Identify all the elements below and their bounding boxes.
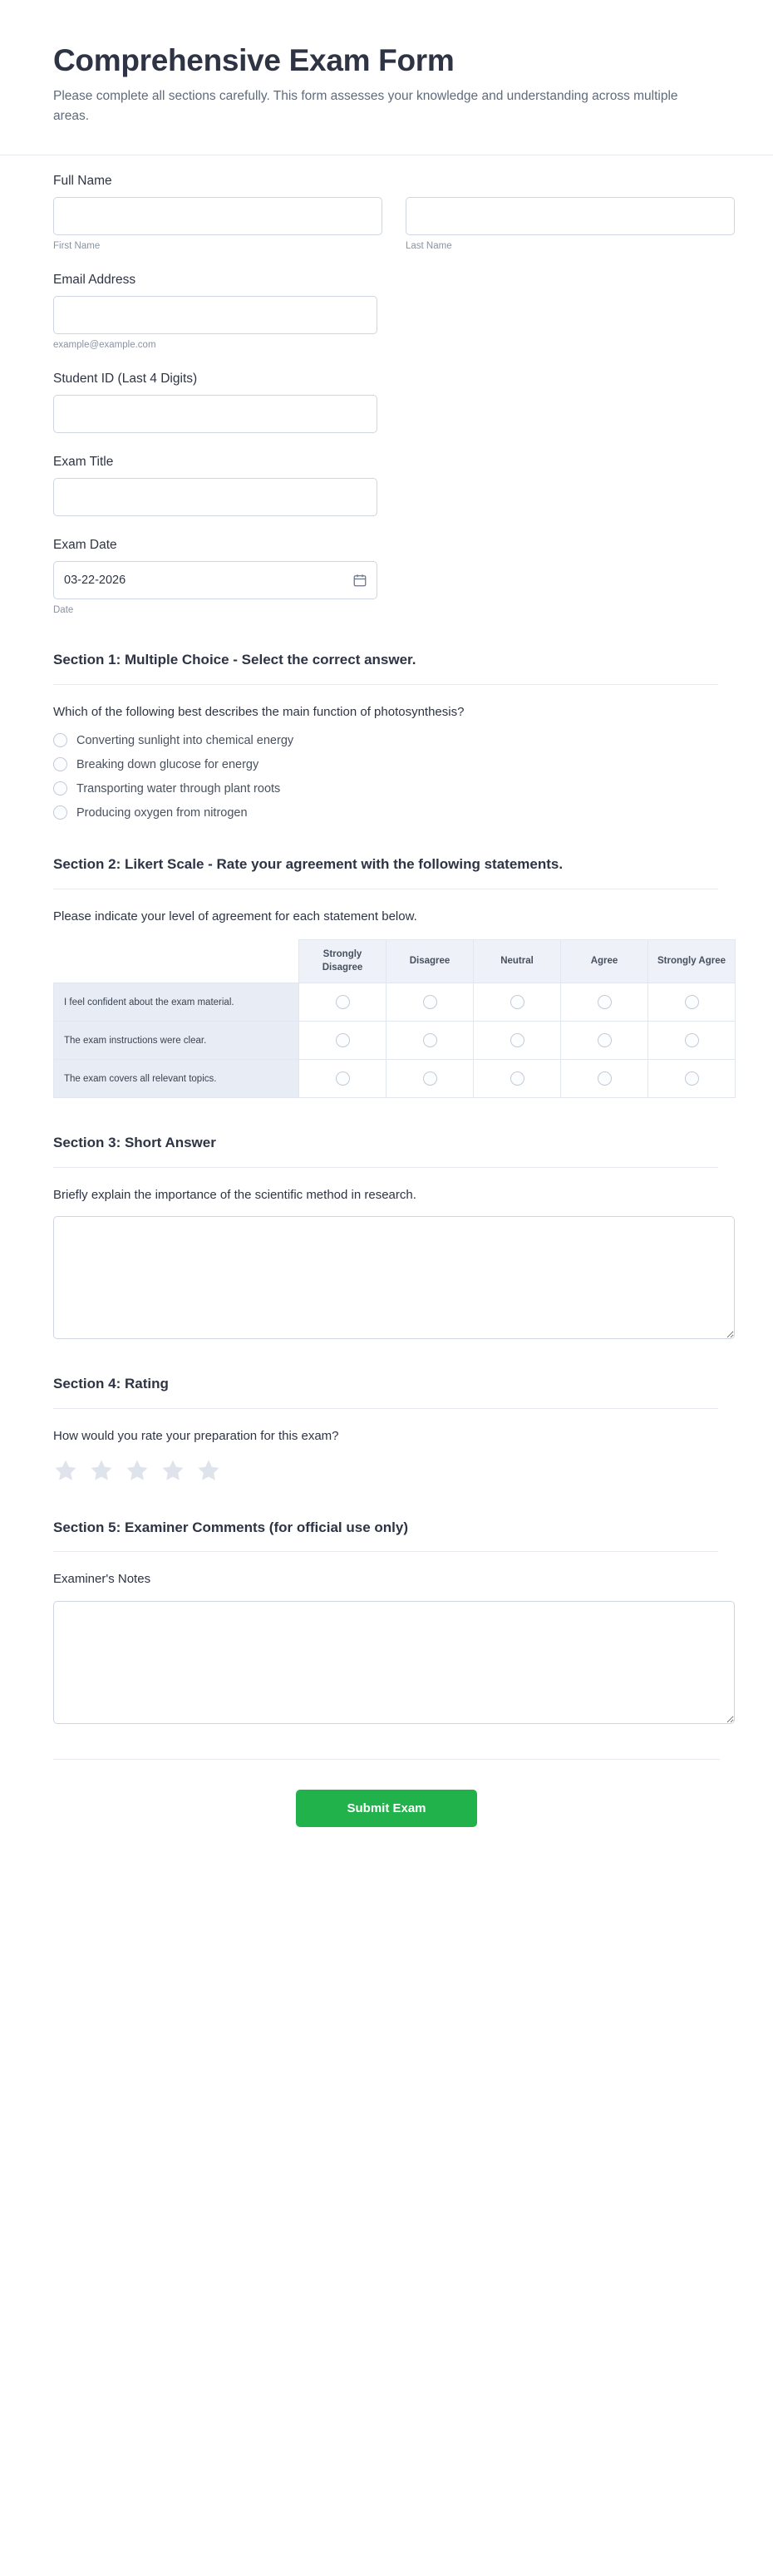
- radio-circle-icon[interactable]: [53, 781, 67, 795]
- radio-circle-icon[interactable]: [336, 995, 350, 1009]
- likert-option-cell[interactable]: [474, 1060, 561, 1098]
- likert-option-cell[interactable]: [299, 983, 386, 1022]
- email-field-block: [53, 273, 720, 350]
- table-row: [54, 1060, 736, 1098]
- table-row: [54, 1022, 736, 1060]
- first-name-column: [53, 197, 382, 251]
- radio-circle-icon[interactable]: [53, 733, 67, 747]
- last-name-column: [406, 197, 735, 251]
- form-header: [0, 0, 773, 155]
- radio-circle-icon[interactable]: [510, 1033, 524, 1047]
- student-id-label: Student ID (Last 4 Digits): [53, 372, 198, 387]
- form-body: [0, 155, 773, 1827]
- exam-date-sublabel: Date: [53, 605, 74, 616]
- full-name-label: Full Name: [53, 174, 112, 189]
- examiner-notes-textarea[interactable]: [53, 1601, 735, 1724]
- first-name-input[interactable]: [53, 197, 382, 235]
- short-answer-textarea[interactable]: [53, 1216, 735, 1339]
- radio-circle-icon[interactable]: [423, 1033, 437, 1047]
- likert-table-wrap: [53, 939, 735, 1098]
- likert-option-cell[interactable]: [648, 1022, 736, 1060]
- radio-option-label: Transporting water through plant roots: [76, 781, 281, 795]
- likert-statement: The exam instructions were clear.: [54, 1022, 299, 1060]
- likert-option-cell[interactable]: [386, 1060, 474, 1098]
- likert-header-row: [54, 940, 736, 983]
- radio-option-row[interactable]: [53, 733, 720, 747]
- page-subtitle: Please complete all sections carefully. This form assesses your knowledge and understanding across multiple areas.: [53, 89, 678, 124]
- email-sublabel: example@example.com: [53, 340, 156, 351]
- section-3-question: Briefly explain the importance of the scientific method in research.: [53, 1187, 416, 1202]
- exam-date-field-block: [53, 538, 720, 615]
- star-icon[interactable]: [53, 1458, 78, 1483]
- section-4-heading: Section 4: Rating: [53, 1374, 718, 1409]
- likert-scale-header: Strongly Disagree: [299, 940, 386, 983]
- likert-option-cell[interactable]: [648, 983, 736, 1022]
- exam-date-label: Exam Date: [53, 538, 117, 553]
- email-label: Email Address: [53, 273, 136, 288]
- star-icon[interactable]: [89, 1458, 114, 1483]
- section-2-heading: Section 2: Likert Scale - Rate your agreement with the following statements.: [53, 855, 718, 889]
- likert-option-cell[interactable]: [386, 1022, 474, 1060]
- section-4-body: [53, 1409, 720, 1483]
- likert-option-cell[interactable]: [474, 1022, 561, 1060]
- likert-corner-cell: [54, 940, 299, 983]
- star-rating[interactable]: [53, 1458, 720, 1483]
- likert-option-cell[interactable]: [299, 1022, 386, 1060]
- student-id-field-block: [53, 372, 720, 433]
- submit-button[interactable]: Submit Exam: [296, 1790, 477, 1827]
- section-3-heading: Section 3: Short Answer: [53, 1133, 718, 1168]
- likert-scale-header: Agree: [561, 940, 648, 983]
- radio-circle-icon[interactable]: [336, 1071, 350, 1086]
- likert-scale-header: Strongly Agree: [648, 940, 736, 983]
- likert-statement: I feel confident about the exam material.: [54, 983, 299, 1022]
- section-5-heading: Section 5: Examiner Comments (for official use only): [53, 1518, 718, 1553]
- radio-circle-icon[interactable]: [423, 995, 437, 1009]
- examiner-notes-label: Examiner's Notes: [53, 1572, 151, 1587]
- radio-option-label: Converting sunlight into chemical energy: [76, 733, 294, 747]
- radio-circle-icon[interactable]: [423, 1071, 437, 1086]
- exam-title-input[interactable]: [53, 478, 377, 516]
- radio-circle-icon[interactable]: [685, 995, 699, 1009]
- last-name-sublabel: Last Name: [406, 241, 452, 252]
- student-id-input[interactable]: [53, 395, 377, 433]
- likert-scale-header: Neutral: [474, 940, 561, 983]
- last-name-input[interactable]: [406, 197, 735, 235]
- likert-option-cell[interactable]: [648, 1060, 736, 1098]
- radio-circle-icon[interactable]: [510, 1071, 524, 1086]
- star-icon[interactable]: [196, 1458, 221, 1483]
- likert-statement: The exam covers all relevant topics.: [54, 1060, 299, 1098]
- section-2-body: [53, 889, 726, 1099]
- section-1-heading: Section 1: Multiple Choice - Select the correct answer.: [53, 650, 718, 685]
- radio-option-row[interactable]: [53, 781, 720, 795]
- section-5-body: [53, 1552, 720, 1724]
- section-1-body: [53, 685, 720, 820]
- likert-option-cell[interactable]: [474, 983, 561, 1022]
- page-title: Comprehensive Exam Form: [53, 43, 455, 77]
- section-2-instruction: Please indicate your level of agreement for each statement below.: [53, 909, 417, 924]
- likert-option-cell[interactable]: [386, 983, 474, 1022]
- form-footer: [53, 1759, 720, 1827]
- star-icon[interactable]: [125, 1458, 150, 1483]
- section-1-question: Which of the following best describes the main function of photosynthesis?: [53, 704, 465, 719]
- likert-option-cell[interactable]: [561, 983, 648, 1022]
- section-3-body: [53, 1168, 720, 1340]
- exam-title-field-block: [53, 455, 720, 516]
- likert-option-cell[interactable]: [561, 1022, 648, 1060]
- first-name-sublabel: First Name: [53, 241, 101, 252]
- radio-circle-icon[interactable]: [510, 995, 524, 1009]
- likert-option-cell[interactable]: [299, 1060, 386, 1098]
- radio-circle-icon[interactable]: [685, 1033, 699, 1047]
- radio-circle-icon[interactable]: [685, 1071, 699, 1086]
- radio-option-label: Producing oxygen from nitrogen: [76, 805, 248, 820]
- radio-option-row[interactable]: [53, 805, 720, 820]
- star-icon[interactable]: [160, 1458, 185, 1483]
- radio-circle-icon[interactable]: [53, 805, 67, 820]
- exam-date-input[interactable]: [53, 561, 377, 599]
- email-input[interactable]: [53, 296, 377, 334]
- radio-circle-icon[interactable]: [336, 1033, 350, 1047]
- radio-circle-icon[interactable]: [53, 757, 67, 771]
- exam-title-label: Exam Title: [53, 455, 114, 470]
- full-name-row: [53, 197, 720, 251]
- radio-circle-icon[interactable]: [598, 1071, 612, 1086]
- radio-circle-icon[interactable]: [598, 995, 612, 1009]
- radio-option-row[interactable]: [53, 757, 720, 771]
- full-name-field-block: [53, 174, 720, 251]
- likert-scale-header: Disagree: [386, 940, 474, 983]
- radio-circle-icon[interactable]: [598, 1033, 612, 1047]
- table-row: [54, 983, 736, 1022]
- exam-date-input-wrap: [53, 561, 377, 599]
- radio-option-label: Breaking down glucose for energy: [76, 757, 259, 771]
- likert-option-cell[interactable]: [561, 1060, 648, 1098]
- section-4-question: How would you rate your preparation for this exam?: [53, 1429, 339, 1444]
- likert-table: [53, 939, 736, 1098]
